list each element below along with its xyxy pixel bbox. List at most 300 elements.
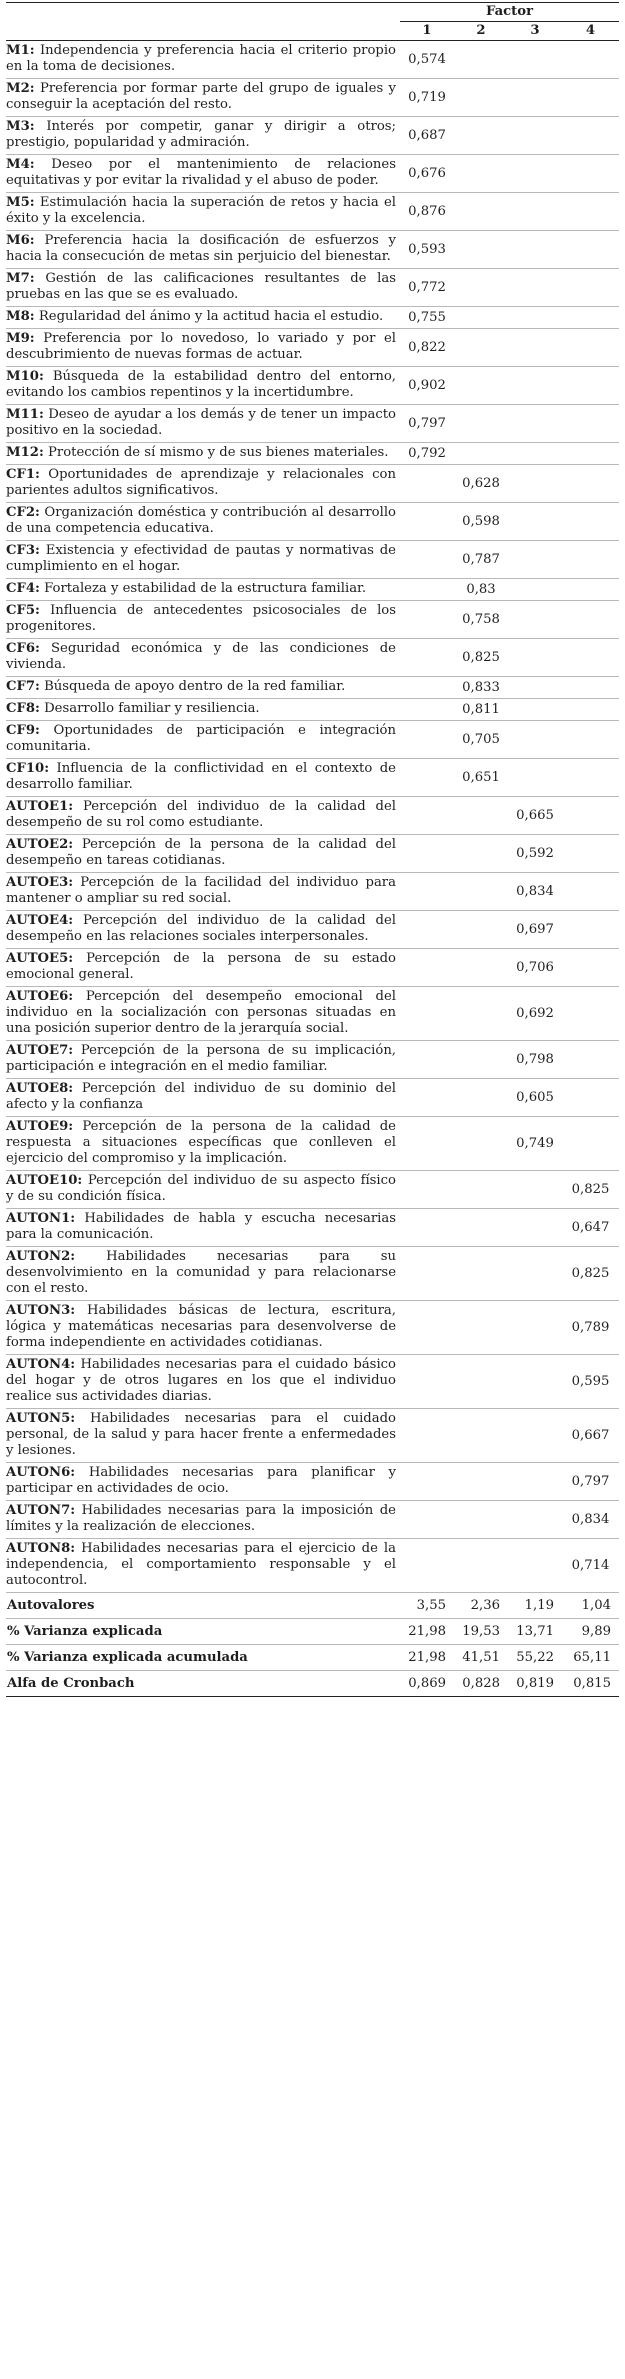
item-text: Regularidad del ánimo y la actitud hacia el estudio. bbox=[38, 309, 384, 324]
header-blank bbox=[6, 22, 400, 41]
table-row bbox=[6, 579, 619, 601]
item-text: Percepción de la persona de la calidad de respuesta a situaciones específicas que conlleven el ejercicio del compromiso y la implicación. bbox=[6, 1119, 396, 1166]
empty-cell bbox=[400, 721, 454, 759]
empty-cell bbox=[562, 503, 619, 541]
factor-loading: 0,647 bbox=[562, 1209, 619, 1247]
table-row bbox=[6, 1247, 619, 1301]
summary-label: % Varianza explicada bbox=[6, 1619, 400, 1645]
factor-loading: 0,705 bbox=[454, 721, 508, 759]
item-code: M9: bbox=[6, 331, 35, 346]
empty-cell bbox=[508, 405, 562, 443]
empty-cell bbox=[454, 329, 508, 367]
item-description bbox=[6, 579, 400, 601]
item-code: CF1: bbox=[6, 467, 40, 482]
table-row bbox=[6, 155, 619, 193]
item-code: M11: bbox=[6, 407, 44, 422]
item-description bbox=[6, 601, 400, 639]
empty-cell bbox=[508, 1501, 562, 1539]
factor-loading: 0,598 bbox=[454, 503, 508, 541]
factor-loading: 0,749 bbox=[508, 1117, 562, 1171]
item-text: Influencia de antecedentes psicosociales de los progenitores. bbox=[6, 603, 396, 634]
empty-cell bbox=[454, 269, 508, 307]
factor-column-2-header: 2 bbox=[454, 22, 508, 41]
summary-row bbox=[6, 1671, 619, 1697]
item-text: Preferencia por lo novedoso, lo variado y por el descubrimiento de nuevas formas de actuar. bbox=[6, 331, 396, 362]
empty-cell bbox=[508, 541, 562, 579]
summary-value: 21,98 bbox=[400, 1619, 454, 1645]
empty-cell bbox=[454, 1539, 508, 1593]
item-text: Percepción del individuo de la calidad del desempeño de su rol como estudiante. bbox=[6, 799, 396, 830]
empty-cell bbox=[508, 601, 562, 639]
empty-cell bbox=[400, 1247, 454, 1301]
factor-column-4-header: 4 bbox=[562, 22, 619, 41]
factor-header: Factor bbox=[400, 3, 619, 22]
factor-loading: 0,628 bbox=[454, 465, 508, 503]
item-text: Percepción del individuo de su dominio del afecto y la confianza bbox=[6, 1081, 396, 1112]
factor-loading: 0,825 bbox=[454, 639, 508, 677]
empty-cell bbox=[454, 1209, 508, 1247]
item-text: Habilidades necesarias para planificar y participar en actividades de ocio. bbox=[6, 1465, 396, 1496]
item-text: Influencia de la conflictividad en el contexto de desarrollo familiar. bbox=[6, 761, 396, 792]
empty-cell bbox=[400, 677, 454, 699]
empty-cell bbox=[400, 1171, 454, 1209]
item-text: Deseo por el mantenimiento de relaciones equitativas y por evitar la rivalidad y el abuso de poder. bbox=[6, 157, 396, 188]
item-text: Organización doméstica y contribución al desarrollo de una competencia educativa. bbox=[6, 505, 396, 536]
item-description bbox=[6, 117, 400, 155]
empty-cell bbox=[508, 269, 562, 307]
empty-cell bbox=[562, 873, 619, 911]
table-row bbox=[6, 541, 619, 579]
table-row bbox=[6, 307, 619, 329]
item-code: AUTON6: bbox=[6, 1465, 76, 1480]
empty-cell bbox=[562, 329, 619, 367]
empty-cell bbox=[400, 1209, 454, 1247]
item-description bbox=[6, 759, 400, 797]
factor-column-1-header: 1 bbox=[400, 22, 454, 41]
summary-label: Autovalores bbox=[6, 1593, 400, 1619]
factor-column-3-header: 3 bbox=[508, 22, 562, 41]
empty-cell bbox=[400, 465, 454, 503]
factor-loading: 0,825 bbox=[562, 1247, 619, 1301]
empty-cell bbox=[454, 307, 508, 329]
item-code: CF5: bbox=[6, 603, 40, 618]
empty-cell bbox=[454, 1409, 508, 1463]
item-code: M2: bbox=[6, 81, 35, 96]
summary-value: 41,51 bbox=[454, 1645, 508, 1671]
summary-row bbox=[6, 1645, 619, 1671]
item-description bbox=[6, 835, 400, 873]
item-description bbox=[6, 443, 400, 465]
item-description bbox=[6, 269, 400, 307]
empty-cell bbox=[454, 155, 508, 193]
empty-cell bbox=[562, 367, 619, 405]
item-code: CF3: bbox=[6, 543, 40, 558]
factor-loading: 0,719 bbox=[400, 79, 454, 117]
factor-loading: 0,83 bbox=[454, 579, 508, 601]
empty-cell bbox=[562, 987, 619, 1041]
item-text: Percepción de la facilidad del individuo para mantener o ampliar su red social. bbox=[6, 875, 396, 906]
table-row bbox=[6, 269, 619, 307]
empty-cell bbox=[508, 1171, 562, 1209]
item-text: Búsqueda de apoyo dentro de la red familiar. bbox=[44, 679, 346, 694]
summary-value: 2,36 bbox=[454, 1593, 508, 1619]
table-row bbox=[6, 639, 619, 677]
item-code: M1: bbox=[6, 43, 35, 58]
empty-cell bbox=[454, 1117, 508, 1171]
empty-cell bbox=[508, 367, 562, 405]
item-description bbox=[6, 329, 400, 367]
summary-label: Alfa de Cronbach bbox=[6, 1671, 400, 1697]
table-row bbox=[6, 1539, 619, 1593]
empty-cell bbox=[562, 443, 619, 465]
empty-cell bbox=[454, 367, 508, 405]
empty-cell bbox=[400, 835, 454, 873]
factor-loading: 0,787 bbox=[454, 541, 508, 579]
empty-cell bbox=[508, 117, 562, 155]
item-text: Gestión de las calificaciones resultantes de las pruebas en las que se es evaluado. bbox=[6, 271, 396, 302]
empty-cell bbox=[508, 721, 562, 759]
header-blank bbox=[6, 3, 400, 22]
item-description bbox=[6, 1117, 400, 1171]
empty-cell bbox=[508, 1463, 562, 1501]
empty-cell bbox=[562, 639, 619, 677]
empty-cell bbox=[508, 79, 562, 117]
summary-value: 0,869 bbox=[400, 1671, 454, 1697]
empty-cell bbox=[508, 1301, 562, 1355]
empty-cell bbox=[508, 1209, 562, 1247]
factor-loading: 0,834 bbox=[562, 1501, 619, 1539]
table-row bbox=[6, 873, 619, 911]
item-code: M3: bbox=[6, 119, 35, 134]
empty-cell bbox=[454, 797, 508, 835]
item-code: CF8: bbox=[6, 701, 40, 716]
item-code: AUTON2: bbox=[6, 1249, 76, 1264]
empty-cell bbox=[400, 873, 454, 911]
empty-cell bbox=[400, 541, 454, 579]
empty-cell bbox=[454, 987, 508, 1041]
empty-cell bbox=[400, 601, 454, 639]
table-row bbox=[6, 1079, 619, 1117]
item-text: Seguridad económica y de las condiciones de vivienda. bbox=[6, 641, 396, 672]
item-code: AUTOE8: bbox=[6, 1081, 74, 1096]
summary-value: 0,815 bbox=[562, 1671, 619, 1697]
item-description bbox=[6, 1171, 400, 1209]
factor-loading: 0,825 bbox=[562, 1171, 619, 1209]
empty-cell bbox=[454, 1301, 508, 1355]
item-text: Oportunidades de aprendizaje y relacionales con parientes adultos significativos. bbox=[6, 467, 396, 498]
item-code: CF7: bbox=[6, 679, 40, 694]
summary-row bbox=[6, 1593, 619, 1619]
summary-value: 65,11 bbox=[562, 1645, 619, 1671]
summary-value: 3,55 bbox=[400, 1593, 454, 1619]
empty-cell bbox=[562, 579, 619, 601]
empty-cell bbox=[562, 759, 619, 797]
item-text: Percepción del individuo de la calidad del desempeño en las relaciones sociales interpersonales. bbox=[6, 913, 396, 944]
item-description bbox=[6, 1301, 400, 1355]
factor-loading: 0,797 bbox=[400, 405, 454, 443]
empty-cell bbox=[400, 1117, 454, 1171]
item-text: Desarrollo familiar y resiliencia. bbox=[44, 701, 260, 716]
item-code: M12: bbox=[6, 445, 44, 460]
table-row bbox=[6, 601, 619, 639]
item-text: Percepción de la persona de su estado emocional general. bbox=[6, 951, 396, 982]
empty-cell bbox=[508, 1247, 562, 1301]
empty-cell bbox=[454, 911, 508, 949]
item-description bbox=[6, 231, 400, 269]
item-text: Preferencia hacia la dosificación de esfuerzos y hacia la consecución de metas sin perjuicio del bienestar. bbox=[6, 233, 396, 264]
factor-loading: 0,789 bbox=[562, 1301, 619, 1355]
factor-loading: 0,676 bbox=[400, 155, 454, 193]
empty-cell bbox=[400, 503, 454, 541]
factor-loading: 0,822 bbox=[400, 329, 454, 367]
empty-cell bbox=[562, 1079, 619, 1117]
empty-cell bbox=[454, 1355, 508, 1409]
item-description bbox=[6, 193, 400, 231]
item-text: Percepción del desempeño emocional del individuo en la socialización con personas situadas en una posición superior dentro de la jerarquía social. bbox=[6, 989, 396, 1036]
item-code: AUTOE4: bbox=[6, 913, 74, 928]
factor-loading: 0,595 bbox=[562, 1355, 619, 1409]
item-text: Preferencia por formar parte del grupo de iguales y conseguir la aceptación del resto. bbox=[6, 81, 396, 112]
factor-loading: 0,592 bbox=[508, 835, 562, 873]
table-row bbox=[6, 231, 619, 269]
empty-cell bbox=[562, 541, 619, 579]
item-code: M5: bbox=[6, 195, 35, 210]
table-row bbox=[6, 41, 619, 79]
item-description bbox=[6, 987, 400, 1041]
item-code: AUTOE7: bbox=[6, 1043, 74, 1058]
item-text: Independencia y preferencia hacia el criterio propio en la toma de decisiones. bbox=[6, 43, 396, 74]
item-description bbox=[6, 503, 400, 541]
table-row bbox=[6, 443, 619, 465]
empty-cell bbox=[508, 1409, 562, 1463]
table-row bbox=[6, 193, 619, 231]
empty-cell bbox=[454, 949, 508, 987]
item-description bbox=[6, 721, 400, 759]
item-description bbox=[6, 1463, 400, 1501]
table-row bbox=[6, 987, 619, 1041]
factor-loading: 0,876 bbox=[400, 193, 454, 231]
table-row bbox=[6, 949, 619, 987]
item-text: Búsqueda de la estabilidad dentro del entorno, evitando los cambios repentinos y la incertidumbre. bbox=[6, 369, 396, 400]
item-code: AUTOE3: bbox=[6, 875, 74, 890]
summary-value: 21,98 bbox=[400, 1645, 454, 1671]
item-description bbox=[6, 465, 400, 503]
item-text: Fortaleza y estabilidad de la estructura familiar. bbox=[44, 581, 367, 596]
summary-value: 13,71 bbox=[508, 1619, 562, 1645]
summary-value: 1,04 bbox=[562, 1593, 619, 1619]
table-row bbox=[6, 1501, 619, 1539]
item-description bbox=[6, 677, 400, 699]
item-text: Habilidades necesarias para su desenvolvimiento en la comunidad y para relacionarse con el resto. bbox=[6, 1249, 396, 1296]
summary-value: 55,22 bbox=[508, 1645, 562, 1671]
item-code: CF10: bbox=[6, 761, 50, 776]
items-body bbox=[6, 41, 619, 1593]
item-code: AUTON4: bbox=[6, 1357, 76, 1372]
factor-loading: 0,651 bbox=[454, 759, 508, 797]
empty-cell bbox=[562, 465, 619, 503]
empty-cell bbox=[508, 193, 562, 231]
summary-value: 0,819 bbox=[508, 1671, 562, 1697]
empty-cell bbox=[400, 1355, 454, 1409]
table-row bbox=[6, 1209, 619, 1247]
item-description bbox=[6, 79, 400, 117]
table-row bbox=[6, 1409, 619, 1463]
table-row bbox=[6, 1355, 619, 1409]
empty-cell bbox=[562, 797, 619, 835]
table-row bbox=[6, 759, 619, 797]
item-text: Habilidades necesarias para la imposición de límites y la realización de elecciones. bbox=[6, 1503, 396, 1534]
factor-loading: 0,665 bbox=[508, 797, 562, 835]
empty-cell bbox=[562, 721, 619, 759]
item-text: Habilidades necesarias para el cuidado básico del hogar y de otros lugares en los que el individuo realice sus actividades diarias. bbox=[6, 1357, 396, 1404]
item-text: Protección de sí mismo y de sus bienes materiales. bbox=[48, 445, 389, 460]
factor-loading: 0,792 bbox=[400, 443, 454, 465]
item-description bbox=[6, 699, 400, 721]
item-code: CF6: bbox=[6, 641, 40, 656]
empty-cell bbox=[508, 579, 562, 601]
factor-loading: 0,834 bbox=[508, 873, 562, 911]
item-code: M6: bbox=[6, 233, 35, 248]
factor-loading: 0,797 bbox=[562, 1463, 619, 1501]
empty-cell bbox=[454, 231, 508, 269]
empty-cell bbox=[454, 1171, 508, 1209]
empty-cell bbox=[562, 835, 619, 873]
empty-cell bbox=[508, 329, 562, 367]
empty-cell bbox=[400, 639, 454, 677]
item-text: Percepción del individuo de su aspecto físico y de su condición física. bbox=[6, 1173, 396, 1204]
empty-cell bbox=[400, 579, 454, 601]
item-text: Percepción de la persona de su implicación, participación e integración en el medio familiar. bbox=[6, 1043, 396, 1074]
item-code: M10: bbox=[6, 369, 44, 384]
empty-cell bbox=[454, 41, 508, 79]
empty-cell bbox=[400, 797, 454, 835]
empty-cell bbox=[400, 1301, 454, 1355]
item-description bbox=[6, 1409, 400, 1463]
table-row bbox=[6, 677, 619, 699]
summary-value: 9,89 bbox=[562, 1619, 619, 1645]
summary-row bbox=[6, 1619, 619, 1645]
empty-cell bbox=[508, 465, 562, 503]
item-description bbox=[6, 41, 400, 79]
empty-cell bbox=[562, 1041, 619, 1079]
empty-cell bbox=[562, 117, 619, 155]
empty-cell bbox=[562, 79, 619, 117]
item-text: Habilidades necesarias para el cuidado personal, de la salud y para hacer frente a enfermedades y lesiones. bbox=[6, 1411, 396, 1458]
empty-cell bbox=[508, 503, 562, 541]
empty-cell bbox=[400, 911, 454, 949]
item-description bbox=[6, 307, 400, 329]
item-text: Estimulación hacia la superación de retos y hacia el éxito y la excelencia. bbox=[6, 195, 396, 226]
empty-cell bbox=[508, 759, 562, 797]
item-code: AUTON8: bbox=[6, 1541, 76, 1556]
empty-cell bbox=[562, 193, 619, 231]
item-description bbox=[6, 155, 400, 193]
item-description bbox=[6, 405, 400, 443]
factor-loadings-table bbox=[6, 2, 619, 1697]
factor-loading: 0,687 bbox=[400, 117, 454, 155]
summary-value: 0,828 bbox=[454, 1671, 508, 1697]
empty-cell bbox=[400, 759, 454, 797]
factor-loading: 0,605 bbox=[508, 1079, 562, 1117]
empty-cell bbox=[454, 405, 508, 443]
summary-body bbox=[6, 1593, 619, 1697]
factor-loading: 0,811 bbox=[454, 699, 508, 721]
item-code: AUTON5: bbox=[6, 1411, 76, 1426]
item-description bbox=[6, 639, 400, 677]
empty-cell bbox=[562, 911, 619, 949]
factor-loading: 0,692 bbox=[508, 987, 562, 1041]
item-code: AUTOE1: bbox=[6, 799, 74, 814]
item-description bbox=[6, 1501, 400, 1539]
empty-cell bbox=[400, 949, 454, 987]
factor-loading: 0,697 bbox=[508, 911, 562, 949]
empty-cell bbox=[454, 835, 508, 873]
item-code: AUTON7: bbox=[6, 1503, 76, 1518]
empty-cell bbox=[400, 987, 454, 1041]
empty-cell bbox=[454, 873, 508, 911]
table-row bbox=[6, 79, 619, 117]
item-description bbox=[6, 797, 400, 835]
item-text: Percepción de la persona de la calidad del desempeño en tareas cotidianas. bbox=[6, 837, 396, 868]
empty-cell bbox=[508, 443, 562, 465]
item-code: AUTOE2: bbox=[6, 837, 74, 852]
table-header bbox=[6, 3, 619, 41]
table-row bbox=[6, 1301, 619, 1355]
empty-cell bbox=[562, 269, 619, 307]
factor-loading: 0,902 bbox=[400, 367, 454, 405]
factor-loading: 0,772 bbox=[400, 269, 454, 307]
empty-cell bbox=[454, 1501, 508, 1539]
factor-loading: 0,755 bbox=[400, 307, 454, 329]
empty-cell bbox=[562, 405, 619, 443]
table-row bbox=[6, 405, 619, 443]
table-row bbox=[6, 117, 619, 155]
empty-cell bbox=[562, 231, 619, 269]
empty-cell bbox=[508, 1539, 562, 1593]
empty-cell bbox=[508, 231, 562, 269]
factor-loading: 0,706 bbox=[508, 949, 562, 987]
item-code: M8: bbox=[6, 309, 35, 324]
empty-cell bbox=[400, 1041, 454, 1079]
empty-cell bbox=[508, 41, 562, 79]
table-row bbox=[6, 699, 619, 721]
factor-loading: 0,667 bbox=[562, 1409, 619, 1463]
empty-cell bbox=[508, 639, 562, 677]
table-row bbox=[6, 329, 619, 367]
table-row bbox=[6, 503, 619, 541]
item-text: Habilidades necesarias para el ejercicio de la independencia, el comportamiento responsable y el autocontrol. bbox=[6, 1541, 396, 1588]
item-description bbox=[6, 1539, 400, 1593]
factor-loading: 0,758 bbox=[454, 601, 508, 639]
item-description bbox=[6, 1355, 400, 1409]
item-description bbox=[6, 911, 400, 949]
item-description bbox=[6, 949, 400, 987]
item-code: AUTOE10: bbox=[6, 1173, 83, 1188]
empty-cell bbox=[454, 193, 508, 231]
item-code: CF4: bbox=[6, 581, 40, 596]
empty-cell bbox=[508, 155, 562, 193]
item-text: Existencia y efectividad de pautas y normativas de cumplimiento en el hogar. bbox=[6, 543, 396, 574]
table-row bbox=[6, 835, 619, 873]
table-row bbox=[6, 465, 619, 503]
table-row bbox=[6, 1117, 619, 1171]
empty-cell bbox=[508, 307, 562, 329]
empty-cell bbox=[562, 307, 619, 329]
item-description bbox=[6, 1247, 400, 1301]
empty-cell bbox=[562, 677, 619, 699]
item-text: Interés por competir, ganar y dirigir a otros; prestigio, popularidad y admiración. bbox=[6, 119, 396, 150]
empty-cell bbox=[454, 1247, 508, 1301]
